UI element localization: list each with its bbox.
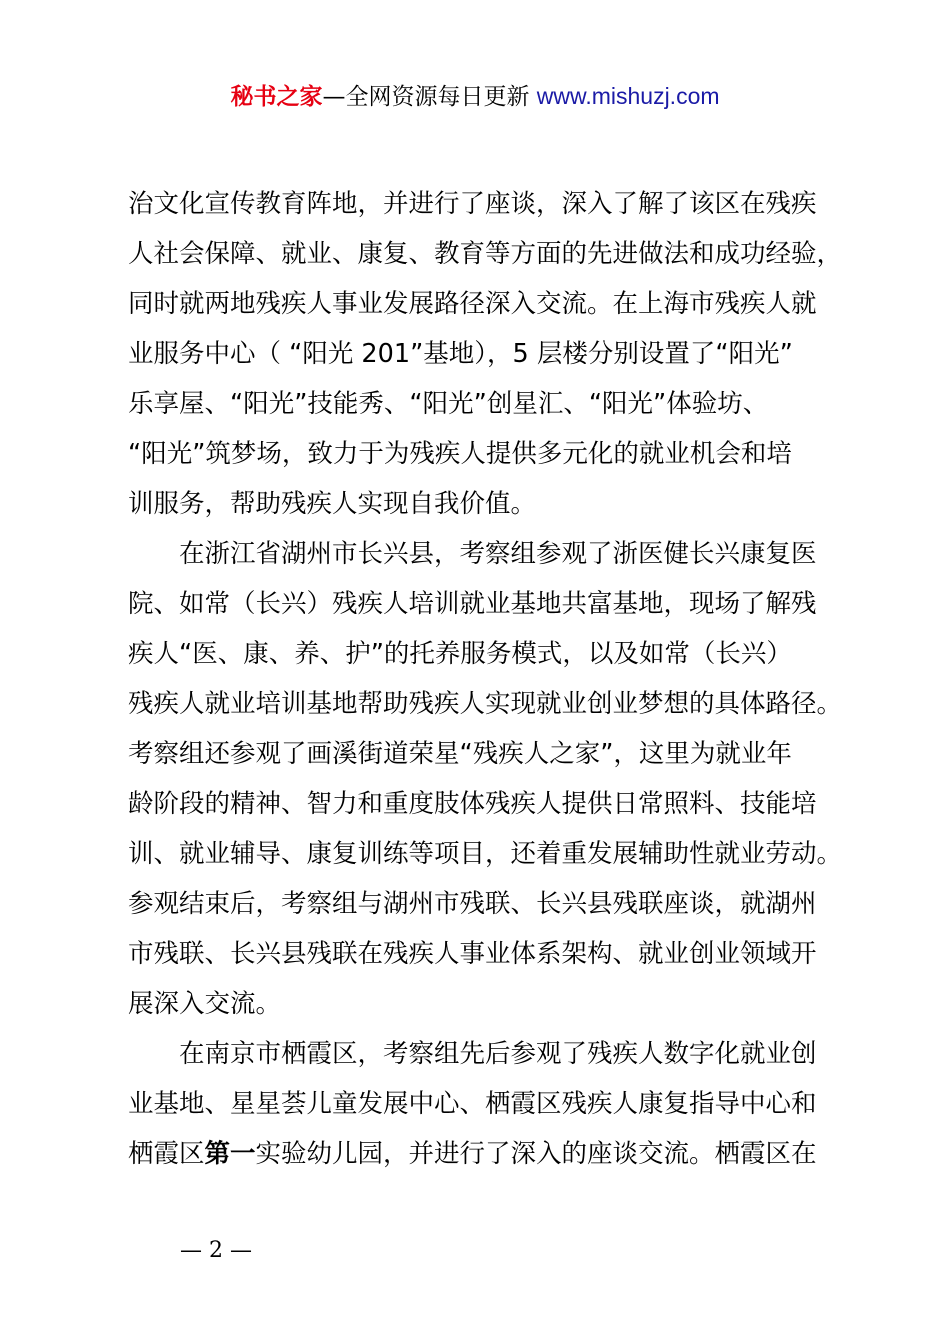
- body-line: 训服务，帮助残疾人实现自我价值。: [128, 489, 537, 519]
- body-line: 龄阶段的精神、智力和重度肢体残疾人提供日常照料、技能培: [128, 789, 817, 819]
- site-url-link[interactable]: www.mishuzj.com: [536, 83, 720, 109]
- body-line: 在南京市栖霞区，考察组先后参观了残疾人数字化就业创: [128, 1039, 817, 1069]
- last-line-end: 实验幼儿园，并进行了深入的座谈交流。栖霞区在: [255, 1139, 817, 1169]
- body-line: 参观结束后，考察组与湖州市残联、长兴县残联座谈，就湖州: [128, 889, 817, 919]
- body-line: 同时就两地残疾人事业发展路径深入交流。在上海市残疾人就: [128, 289, 817, 319]
- site-brand: 秘书之家: [230, 84, 323, 110]
- site-slogan: —全网资源每日更新: [322, 84, 537, 110]
- body-line: 训、就业辅导、康复训练等项目，还着重发展辅助性就业劳动。: [128, 839, 843, 869]
- body-line: 残疾人就业培训基地帮助残疾人实现就业创业梦想的具体路径。: [128, 689, 843, 719]
- body-line: 人社会保障、就业、康复、教育等方面的先进做法和成功经验，: [128, 239, 843, 269]
- body-line: 业基地、星星荟儿童发展中心、栖霞区残疾人康复指导中心和: [128, 1089, 817, 1119]
- body-line: 展深入交流。: [128, 989, 282, 1019]
- body-line: 治文化宣传教育阵地，并进行了座谈，深入了解了该区在残疾: [128, 189, 817, 219]
- body-line: “阳光”筑梦场，致力于为残疾人提供多元化的就业机会和培: [128, 439, 792, 469]
- body-line: 在浙江省湖州市长兴县，考察组参观了浙医健长兴康复医: [128, 539, 817, 569]
- site-header: [0, 80, 950, 113]
- body-line: 乐享屋、“阳光”技能秀、“阳光”创星汇、“阳光”体验坊、: [128, 389, 769, 419]
- body-line: 院、如常（长兴）残疾人培训就业基地共富基地，现场了解残: [128, 589, 817, 619]
- last-line-start: 栖霞区: [128, 1139, 205, 1169]
- body-line-last: [128, 1136, 848, 1172]
- body-line: 考察组还参观了画溪街道荣星“残疾人之家”，这里为就业年: [128, 739, 792, 769]
- body-line: 业服务中心（ “阳光 201”基地），5 层楼分别设置了“阳光”: [128, 339, 793, 369]
- body-line: 市残联、长兴县残联在残疾人事业体系架构、就业创业领域开: [128, 939, 817, 969]
- body-line: 疾人“医、康、养、护”的托养服务模式，以及如常（长兴）: [128, 639, 792, 669]
- last-line-bold-text: 第一: [204, 1139, 256, 1169]
- page-number: — 2 —: [180, 1238, 252, 1263]
